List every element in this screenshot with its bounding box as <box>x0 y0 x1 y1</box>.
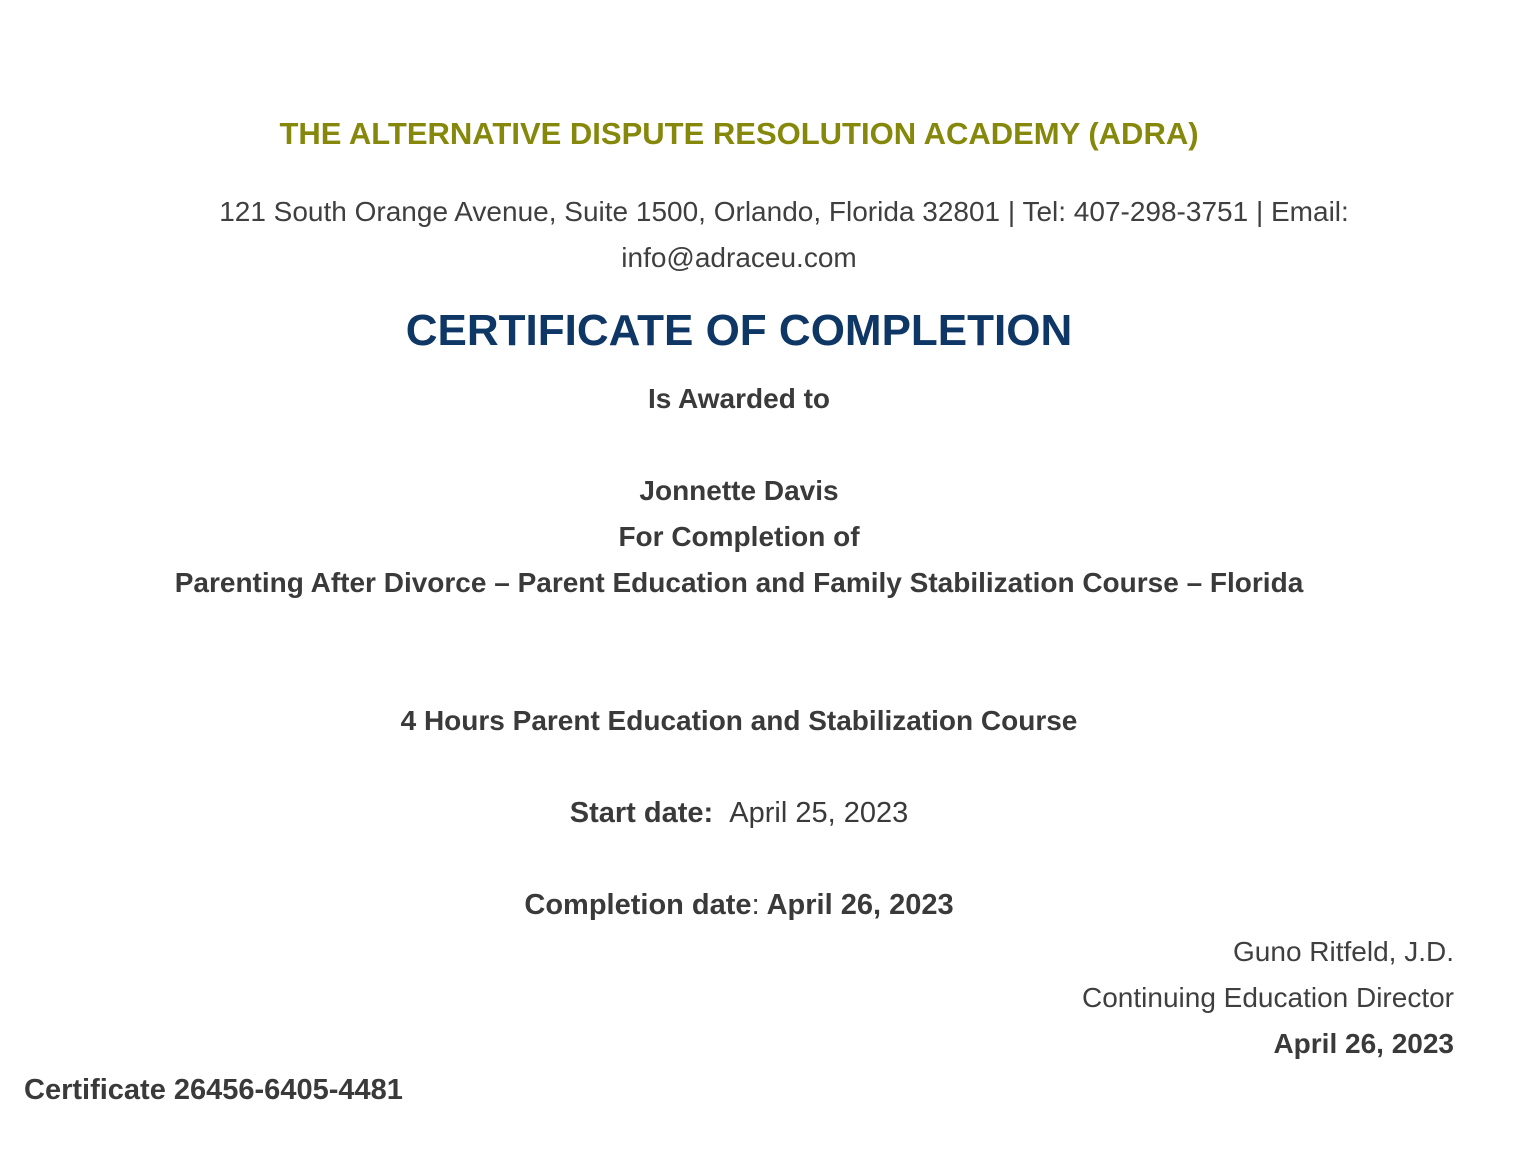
completion-date-value: April 26, 2023 <box>766 889 954 921</box>
completion-date-separator: : <box>751 889 760 921</box>
certificate-title: CERTIFICATE OF COMPLETION <box>405 306 1073 355</box>
signatory-name: Guno Ritfeld, J.D. <box>1233 936 1454 967</box>
academy-name: THE ALTERNATIVE DISPUTE RESOLUTION ACADEMY (ADRA) <box>279 116 1199 151</box>
recipient-name: Jonnette Davis <box>639 475 839 506</box>
signature-date: April 26, 2023 <box>1273 1028 1454 1059</box>
for-completion-text: For Completion of <box>618 521 860 552</box>
address-line: 121 South Orange Avenue, Suite 1500, Orlando, Florida 32801 | Tel: 407-298-3751 | Email: <box>219 196 1349 227</box>
awarded-text: Is Awarded to <box>647 383 831 414</box>
certificate-number: Certificate 26456-6405-4481 <box>24 1074 403 1106</box>
email-address: info@adraceu.com <box>621 242 857 273</box>
course-hours: 4 Hours Parent Education and Stabilization Course <box>400 705 1078 736</box>
start-date-label: Start date: <box>569 797 714 829</box>
signatory-title: Continuing Education Director <box>1082 982 1454 1013</box>
course-name: Parenting After Divorce – Parent Education and Family Stabilization Course – Florida <box>174 567 1304 598</box>
start-date-row <box>0 799 1478 828</box>
completion-date-label: Completion date <box>524 889 752 921</box>
completion-date-row <box>0 891 1478 920</box>
start-date-value: April 25, 2023 <box>729 797 909 829</box>
